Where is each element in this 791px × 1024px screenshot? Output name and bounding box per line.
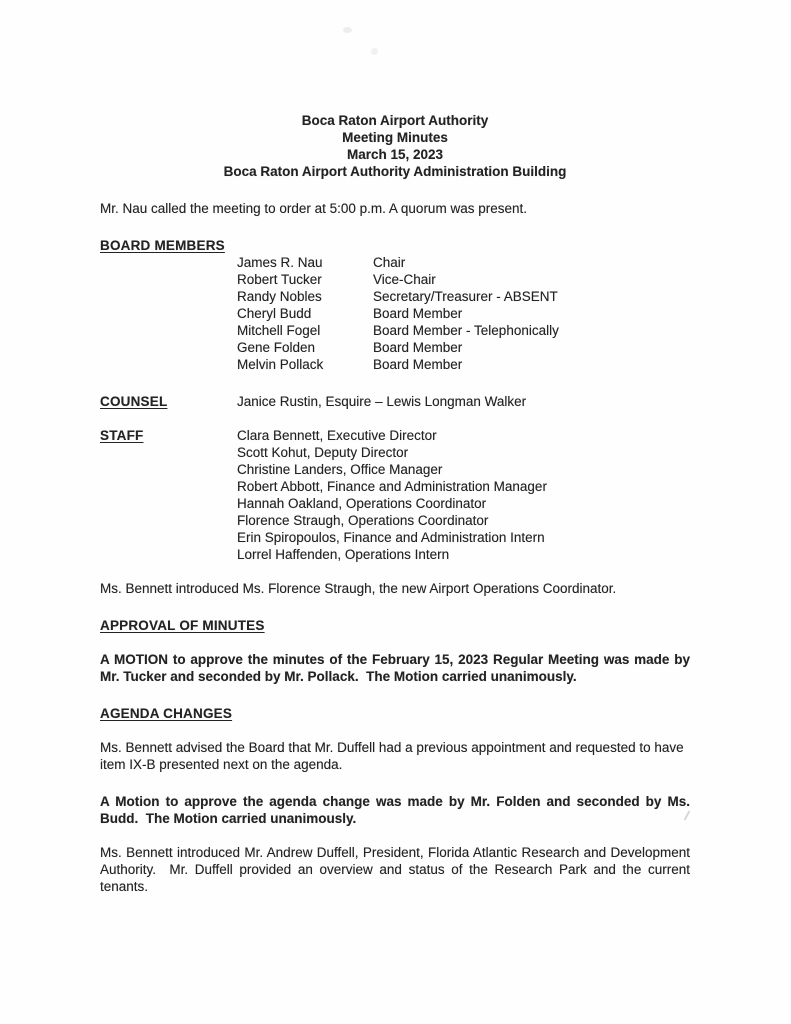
staff-member: Hannah Oakland, Operations Coordinator	[237, 496, 487, 511]
board-member-row	[237, 271, 690, 288]
straugh-introduction-paragraph: Ms. Bennett introduced Ms. Florence Straugh, the new Airport Operations Coordinator.	[100, 581, 617, 596]
staff-member: Robert Abbott, Finance and Administration Manager	[237, 479, 547, 494]
document-header	[100, 112, 690, 180]
staff-member: Lorrel Haffenden, Operations Intern	[237, 547, 450, 562]
board-member-row	[237, 305, 690, 322]
board-members-roster	[100, 254, 690, 373]
board-member-name: James R. Nau	[237, 255, 323, 270]
board-member-name: Gene Folden	[237, 340, 316, 355]
board-member-name: Cheryl Budd	[237, 306, 312, 321]
board-member-name: Robert Tucker	[237, 272, 322, 287]
counsel-section	[100, 393, 690, 410]
board-member-role: Vice-Chair	[373, 272, 436, 287]
board-member-row	[237, 356, 690, 373]
staff-member: Christine Landers, Office Manager	[237, 462, 443, 477]
approval-motion-paragraph: A MOTION to approve the minutes of the February 15, 2023 Regular Meeting was made by Mr. Tucker and seconded by Mr. Pollack. The Motion carried unanimously.	[100, 652, 694, 684]
agenda-changes-heading: AGENDA CHANGES	[100, 706, 233, 721]
header-date: March 15, 2023	[346, 147, 444, 162]
board-member-role: Board Member	[373, 340, 463, 355]
header-organization: Boca Raton Airport Authority	[301, 113, 489, 128]
board-member-row	[237, 322, 690, 339]
board-members-heading: BOARD MEMBERS	[100, 238, 225, 253]
board-member-row	[237, 254, 690, 271]
staff-section	[100, 427, 690, 563]
staff-member: Clara Bennett, Executive Director	[237, 428, 437, 443]
board-member-role: Board Member - Telephonically	[373, 323, 559, 338]
agenda-motion-paragraph: A Motion to approve the agenda change was made by Mr. Folden and seconded by Ms. Budd. The Motion carried unanimously.	[100, 794, 694, 826]
board-member-name: Mitchell Fogel	[237, 323, 321, 338]
counsel-heading: COUNSEL	[100, 394, 168, 409]
staff-member: Scott Kohut, Deputy Director	[237, 445, 409, 460]
staff-member: Florence Straugh, Operations Coordinator	[237, 513, 489, 528]
board-member-row	[237, 339, 690, 356]
approval-of-minutes-heading: APPROVAL OF MINUTES	[100, 618, 265, 633]
staff-member: Erin Spiropoulos, Finance and Administration Intern	[237, 530, 545, 545]
board-member-row	[237, 288, 690, 305]
agenda-changes-paragraph: Ms. Bennett advised the Board that Mr. Duffell had a previous appointment and requested to have item IX-B presented next on the agenda.	[100, 740, 684, 772]
board-member-role: Secretary/Treasurer - ABSENT	[373, 289, 558, 304]
staff-heading: STAFF	[100, 428, 144, 443]
duffell-introduction-paragraph: Ms. Bennett introduced Mr. Andrew Duffell, President, Florida Atlantic Research and Development Authority. Mr. Duffell provided an overview and status of the Research Park and the current tenants.	[100, 845, 694, 894]
board-member-role: Chair	[373, 255, 406, 270]
board-member-role: Board Member	[373, 306, 463, 321]
board-member-name: Randy Nobles	[237, 289, 322, 304]
board-member-name: Melvin Pollack	[237, 357, 324, 372]
header-title: Meeting Minutes	[342, 130, 448, 145]
header-location: Boca Raton Airport Authority Administration Building	[223, 164, 567, 179]
counsel-text: Janice Rustin, Esquire – Lewis Longman Walker	[237, 394, 527, 409]
opening-paragraph: Mr. Nau called the meeting to order at 5:00 p.m. A quorum was present.	[100, 201, 527, 216]
board-member-role: Board Member	[373, 357, 463, 372]
staff-list	[237, 427, 690, 563]
